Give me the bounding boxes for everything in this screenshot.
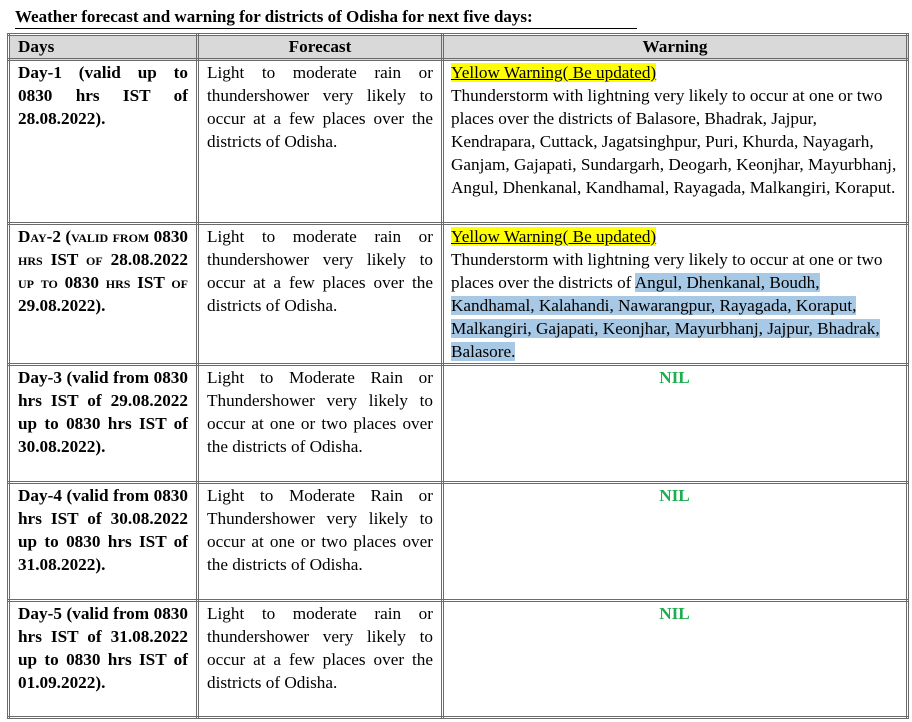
nil-label: NIL — [659, 368, 690, 387]
day-cell: Day-5 (valid from 0830 hrs IST of 31.08.2022 up to 0830 hrs IST of 01.09.2022). — [9, 601, 198, 718]
day-cell: Day-3 (valid from 0830 hrs IST of 29.08.2022 up to 0830 hrs IST of 30.08.2022). — [9, 365, 198, 483]
warning-cell — [443, 483, 908, 601]
warning-cell — [443, 224, 908, 365]
yellow-warning-label: Yellow Warning( Be updated) — [451, 63, 657, 82]
page-title: Weather forecast and warning for districts of Odisha for next five days: — [15, 7, 533, 26]
day-validity: 0830 hrs IST of 28.08.2022 up to 0830 hrs IST of 29.08.2022). — [18, 227, 189, 315]
table-row — [9, 601, 908, 718]
forecast-table — [7, 33, 909, 719]
table-row — [9, 224, 908, 365]
table-row — [9, 365, 908, 483]
forecast-cell: Light to Moderate Rain or Thundershower very likely to occur at one or two places over the districts of Odisha. — [198, 483, 443, 601]
forecast-cell: Light to moderate rain or thundershower very likely to occur at a few places over the districts of Odisha. — [198, 224, 443, 365]
forecast-cell: Light to Moderate Rain or Thundershower very likely to occur at one or two places over the districts of Odisha. — [198, 365, 443, 483]
day-cell: Day-4 (valid from 0830 hrs IST of 30.08.2022 up to 0830 hrs IST of 31.08.2022). — [9, 483, 198, 601]
forecast-cell: Light to moderate rain or thundershower very likely to occur at a few places over the districts of Odisha. — [198, 601, 443, 718]
warning-cell — [443, 60, 908, 224]
header-days: Days — [9, 35, 198, 60]
yellow-warning-label: Yellow Warning( Be updated) — [451, 227, 657, 246]
table-row — [9, 483, 908, 601]
day-cell: Day-1 (valid up to 0830 hrs IST of 28.08.2022). — [9, 60, 198, 224]
warning-text: Thunderstorm with lightning very likely to occur at one or two places over the districts of Balasore, Bhadrak, Jajpur, Kendrapara, Cuttack, Jagatsinghpur, Puri, Khurda, Nayagarh, Ganjam, Gajapati, Sundargarh, Deogarh, Keonjhar, Mayurbhanj, Angul, Dhenkanal, Kandhamal, Rayagada, Malkangiri, Koraput. — [451, 86, 897, 197]
header-warning: Warning — [443, 35, 908, 60]
table-header-row — [9, 35, 908, 60]
header-forecast: Forecast — [198, 35, 443, 60]
nil-label: NIL — [659, 486, 690, 505]
table-row — [9, 60, 908, 224]
day-cell — [9, 224, 198, 365]
warning-cell — [443, 365, 908, 483]
title-underline — [15, 28, 637, 29]
forecast-cell: Light to moderate rain or thundershower very likely to occur at a few places over the districts of Odisha. — [198, 60, 443, 224]
day-heading: Day-2 (valid from — [18, 227, 150, 246]
highlighted-districts: Angul, Dhenkanal, Boudh, Kandhamal, Kalahandi, Nawarangpur, Rayagada, Koraput, Malkangiri, Gajapati, Keonjhar, Mayurbhanj, Jajpur, Bhadrak, Balasore. — [451, 273, 880, 361]
warning-text: Thunderstorm with lightning very likely to occur at one or two places over the districts of — [451, 250, 883, 292]
warning-cell — [443, 601, 908, 718]
nil-label: NIL — [659, 604, 690, 623]
